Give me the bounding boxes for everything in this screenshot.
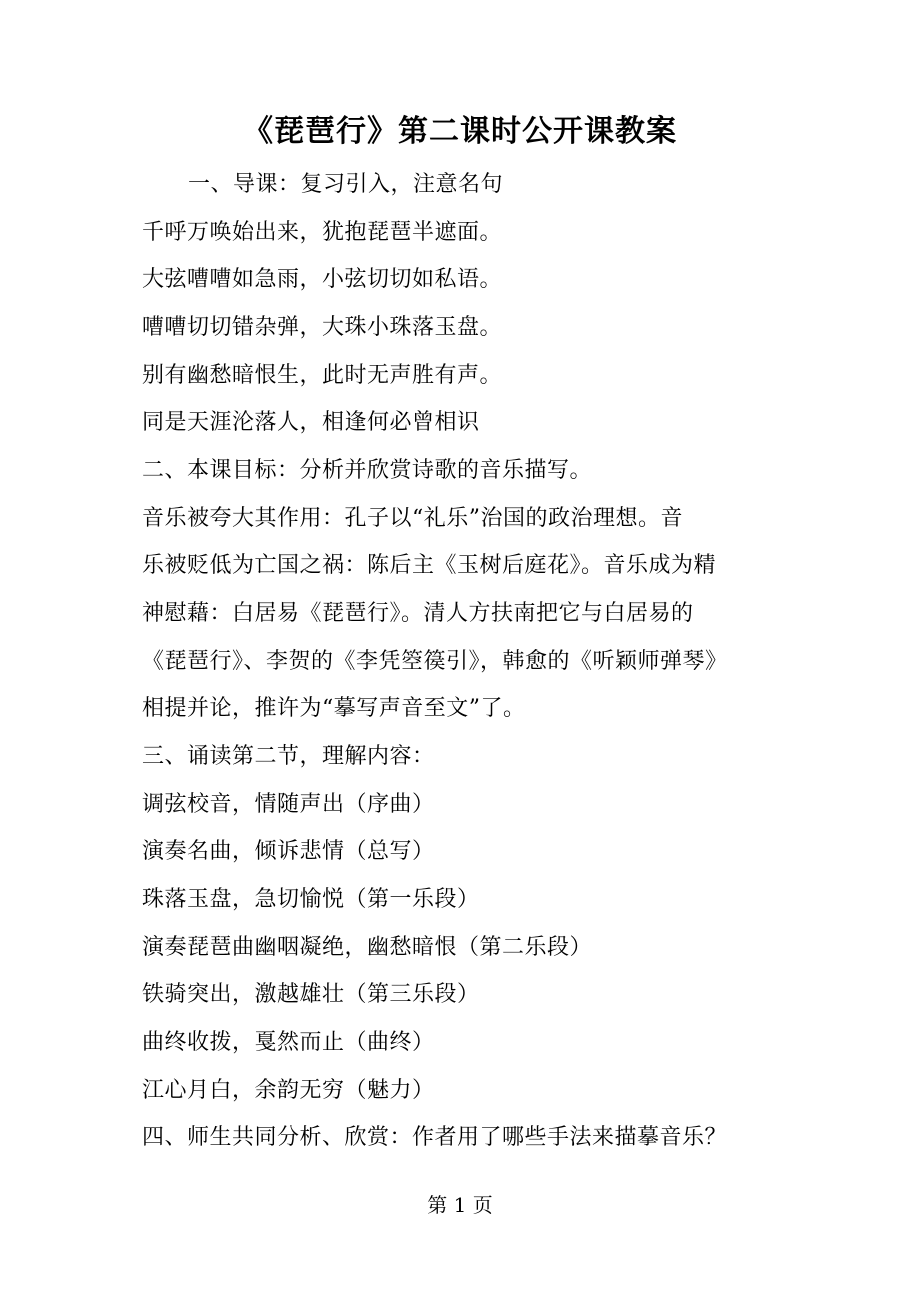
section-heading-intro: 一、导课：复习引入，注意名句 — [188, 172, 504, 197]
text-line: 相提并论，推许为“摹写声音至文”了。 — [142, 696, 526, 721]
text-line: 调弦校音，情随声出（序曲） — [142, 792, 435, 817]
text-line: 《琵琶行》、李贺的《李凭箜篌引》，韩愈的《听颖师弹琴》 — [142, 649, 728, 674]
section-heading-analysis: 四、师生共同分析、欣赏：作者用了哪些手法来描摹音乐？ — [142, 1125, 728, 1150]
section-heading-goal: 二、本课目标：分析并欣赏诗歌的音乐描写。 — [142, 458, 593, 483]
text-line: 曲终收拨，戛然而止（曲终） — [142, 1030, 435, 1055]
text-line: 乐被贬低为亡国之祸：陈后主《玉树后庭花》。音乐成为精 — [142, 553, 717, 578]
text-line: 珠落玉盘，急切愉悦（第一乐段） — [142, 887, 480, 912]
text-line: 演奏琵琶曲幽咽凝绝，幽愁暗恨（第二乐段） — [142, 935, 593, 960]
text-line: 铁骑突出，激越雄壮（第三乐段） — [142, 982, 480, 1007]
text-line: 大弦嘈嘈如急雨，小弦切切如私语。 — [142, 267, 503, 292]
text-line: 神慰藉：白居易《琵琶行》。清人方扶南把它与白居易的 — [142, 601, 694, 626]
section-heading-reading: 三、诵读第二节，理解内容： — [142, 744, 435, 769]
text-line: 嘈嘈切切错杂弹，大珠小珠落玉盘。 — [142, 315, 503, 340]
text-line: 演奏名曲，倾诉悲情（总写） — [142, 839, 435, 864]
text-line: 音乐被夸大其作用：孔子以“礼乐”治国的政治理想。音 — [142, 506, 683, 531]
page-number: 第 1 页 — [427, 1193, 493, 1217]
text-line: 同是天涯沦落人，相逢何必曾相识 — [142, 410, 480, 435]
text-line: 江心月白，余韵无穷（魅力） — [142, 1078, 435, 1103]
text-line: 别有幽愁暗恨生，此时无声胜有声。 — [142, 363, 503, 388]
text-line: 千呼万唤始出来，犹抱琵琶半遮面。 — [142, 220, 503, 245]
document-title: 《琵琶行》第二课时公开课教案 — [243, 114, 677, 149]
